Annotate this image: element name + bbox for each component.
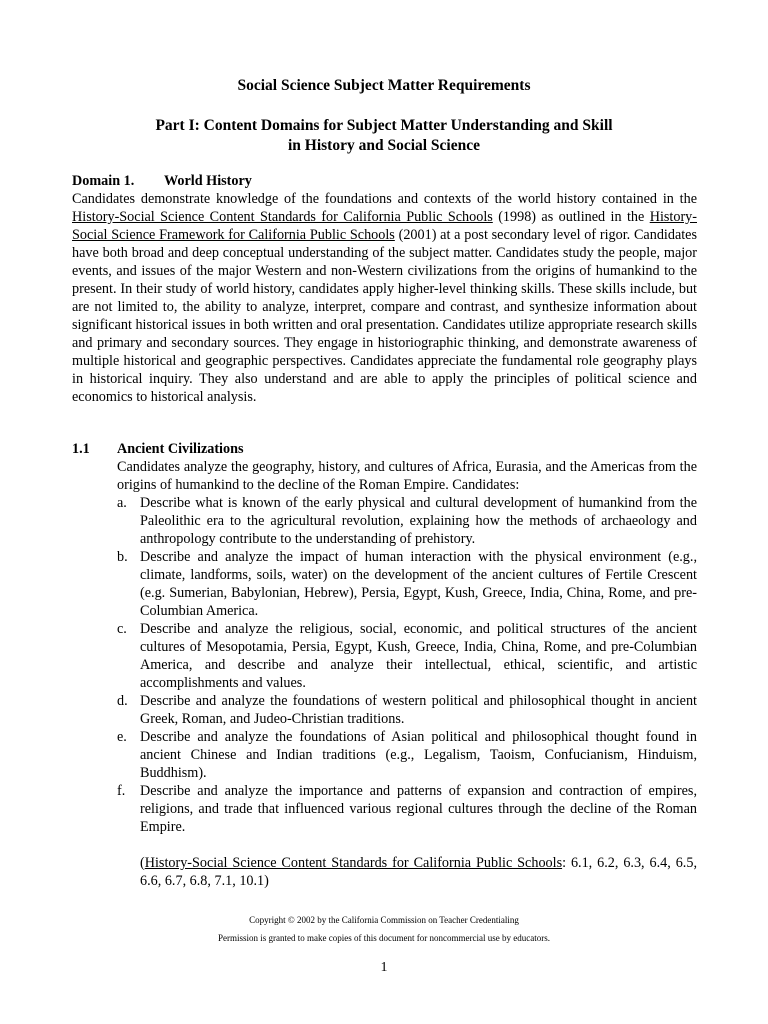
item-marker: f. [117, 783, 126, 799]
subsection-heading [72, 440, 697, 458]
list-item [117, 548, 697, 620]
reference-open-paren: ( [140, 855, 145, 871]
intro-text-part-3: (2001) at a post secondary level of rigor. Candidates have both broad and deep conceptual understanding of the subject matter. Candidates study the people, major events, and issues of the major Western and non-Western civilizations from the origins of humankind to the present. In their study of world history, candidates apply higher-level thinking skills. These skills include, but are not limited to, the ability to analyze, interpret, compare and contrast, and synthesize information about significant historical issues in both written and oral presentation. Candidates utilize appropriate research skills and primary and secondary sources. They engage in historiographic thinking, and demonstrate awareness of multiple historical and geographic perspectives. Candidates appreciate the fundamental role geography plays in historical inquiry. They also understand and are able to apply the principles of political science and economics to historical analysis. [72, 227, 698, 405]
domain-heading [72, 172, 697, 190]
domain-number: Domain 1. [72, 173, 135, 189]
item-text: Describe what is known of the early physical and cultural development of humankind from the Paleolithic era to the agricultural revolution, explaining how the methods of archaeology and anthropology contribute to the understanding of prehistory. [140, 495, 697, 547]
page-number: 1 [380, 960, 388, 975]
copyright-notice: Copyright © 2002 by the California Commission on Teacher Credentialing [249, 915, 519, 925]
document-title: Social Science Subject Matter Requirements [237, 77, 531, 94]
part-heading-line-1: Part I: Content Domains for Subject Matter Understanding and Skill [155, 117, 613, 134]
subsection-intro: Candidates analyze the geography, history, and cultures of Africa, Eurasia, and the Americas from the origins of humankind to the decline of the Roman Empire. Candidates: [117, 459, 697, 493]
subsection-number: 1.1 [72, 441, 90, 457]
subsection-title: Ancient Civilizations [117, 441, 244, 457]
item-text: Describe and analyze the foundations of western political and philosophical thought in ancient Greek, Roman, and Judeo-Christian traditions. [140, 693, 697, 727]
domain-section [72, 172, 697, 406]
framework-title-reference: History-Social Science Framework for California Public Schools [72, 209, 697, 243]
item-text: Describe and analyze the importance and patterns of expansion and contraction of empires, religions, and trade that influenced various regional cultures through the decline of the Roman Empire. [140, 783, 697, 835]
intro-text-part-2: (1998) as outlined in the [492, 209, 650, 225]
standards-reference [140, 854, 697, 890]
list-item [117, 728, 697, 782]
domain-title: World History [164, 173, 252, 189]
domain-intro-paragraph [72, 190, 697, 406]
reference-standard-numbers: : 6.1, 6.2, 6.3, 6.4, 6.5, 6.6, 6.7, 6.8, 7.1, 10.1) [140, 855, 697, 889]
requirement-list [117, 494, 697, 836]
item-marker: b. [117, 549, 128, 565]
item-text: Describe and analyze the religious, social, economic, and political structures of the ancient cultures of Mesopotamia, Persia, Egypt, Kush, Greece, India, China, Rome, and pre-Columbian America, and describe and analyze their intellectual, ethical, scientific, and artistic accomplishments and values. [140, 621, 697, 691]
list-item [117, 692, 697, 728]
item-marker: a. [117, 495, 127, 511]
intro-text-part-1: Candidates demonstrate knowledge of the foundations and contexts of the world history contained in the [72, 191, 697, 207]
part-heading-line-2: in History and Social Science [287, 137, 481, 154]
list-item [117, 494, 697, 548]
reference-standards-title: History-Social Science Content Standards for California Public Schools [144, 855, 563, 871]
list-item [117, 620, 697, 692]
standards-title-reference: History-Social Science Content Standards for California Public Schools [72, 209, 493, 225]
list-item [117, 782, 697, 836]
item-marker: e. [117, 729, 127, 745]
subsection-body [117, 458, 697, 836]
item-text: Describe and analyze the impact of human interaction with the physical environment (e.g., climate, landforms, soils, water) on the development of the ancient cultures of Fertile Crescent (e.g. Sumerian, Babylonian, Hebrew), Persia, Egypt, Kush, Greece, India, China, Rome, and pre-Columbian America. [140, 549, 697, 619]
subsection-1-1 [72, 440, 697, 904]
item-marker: c. [117, 621, 127, 637]
item-text: Describe and analyze the foundations of Asian political and philosophical thought found in ancient Chinese and Indian traditions (e.g., Legalism, Taoism, Confucianism, Hinduism, Buddhism). [140, 729, 697, 781]
permission-notice: Permission is granted to make copies of this document for noncommercial use by educators. [218, 933, 550, 943]
item-marker: d. [117, 693, 128, 709]
